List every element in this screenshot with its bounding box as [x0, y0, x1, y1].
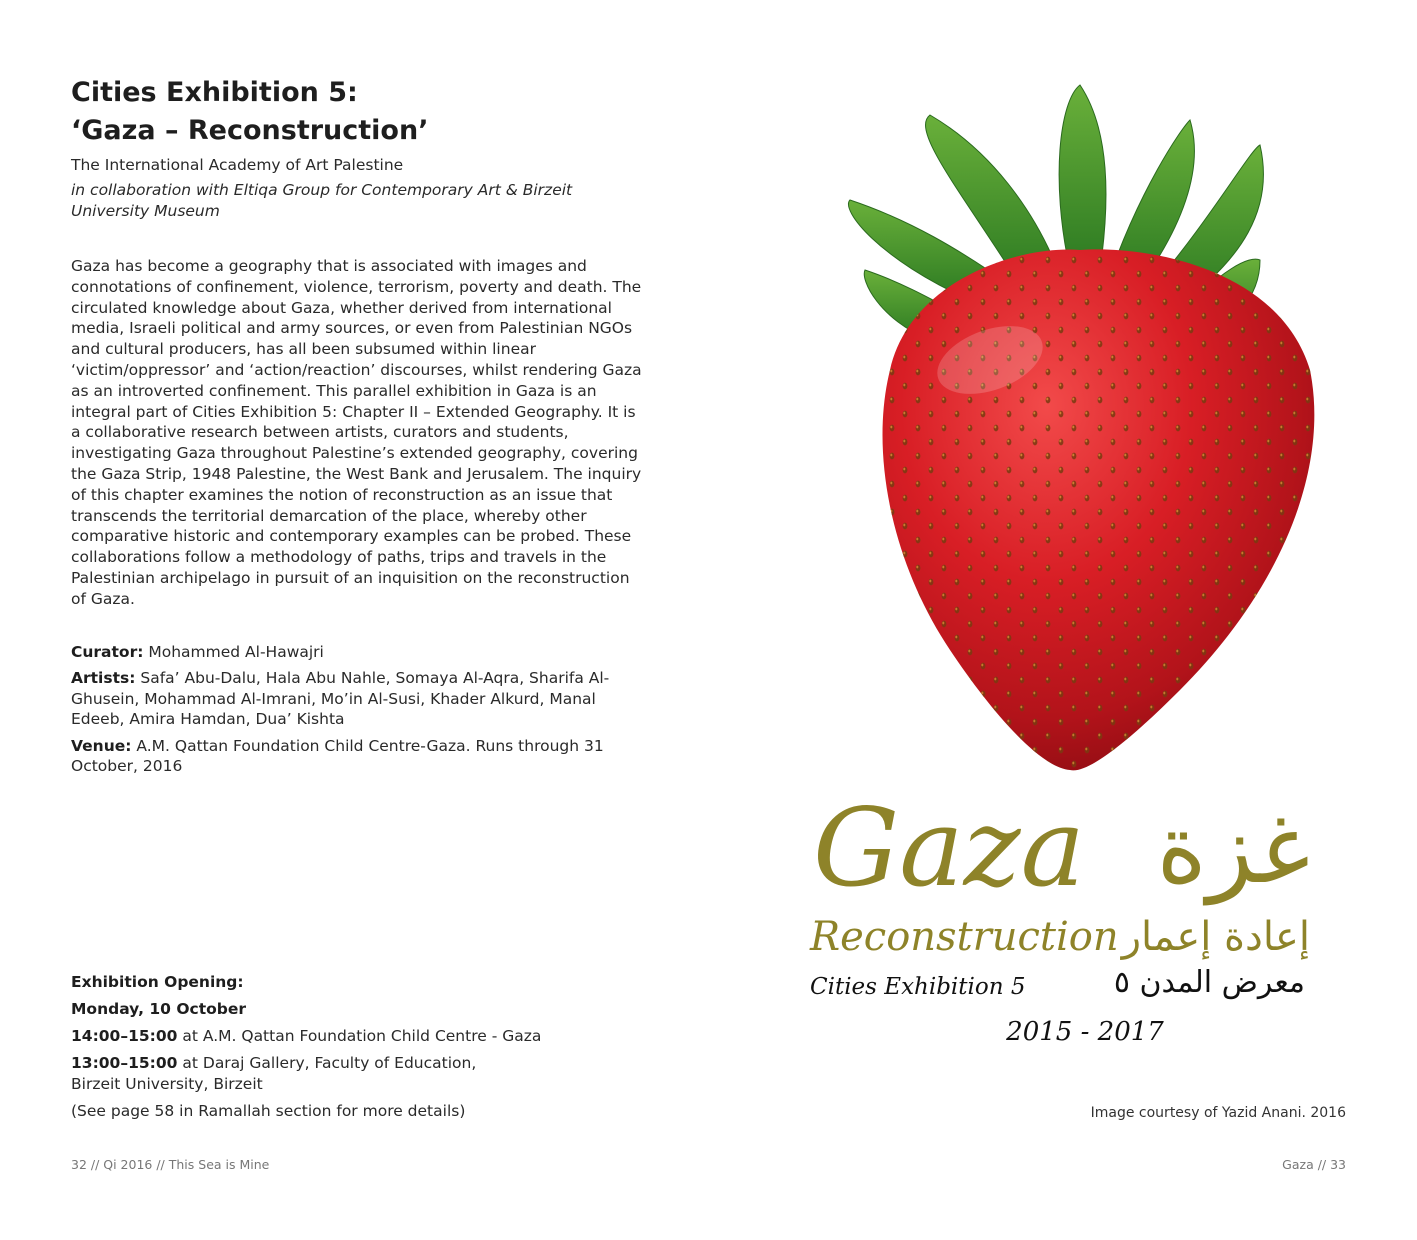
venue-text: A.M. Qattan Foundation Child Centre-Gaza. Runs through 31 October, 2016 [71, 736, 604, 776]
slot-1-time: 14:00–15:00 [71, 1027, 178, 1045]
left-page [71, 74, 646, 777]
image-caption: Image courtesy of Yazid Anani. 2016 [1090, 1105, 1346, 1121]
exhibition-logo [805, 780, 1325, 1050]
credits [71, 642, 646, 777]
logo-gaza-ar: غزة [1156, 793, 1310, 905]
opening-heading-text: Exhibition Opening: [71, 973, 244, 991]
curator-label: Curator: [71, 642, 144, 661]
collaboration-note: in collaboration with Eltiqa Group for Contemporary Art & Birzeit University Museum [71, 181, 573, 220]
logo-series-en: Cities Exhibition 5 [810, 974, 1026, 1000]
article-title [71, 74, 646, 150]
opening-note: (See page 58 in Ramallah section for more details) [71, 1102, 466, 1120]
artists-line [71, 668, 646, 730]
logo-gaza-en: Gaza [813, 786, 1085, 911]
title-line-2: ‘Gaza – Reconstruction’ [71, 115, 429, 146]
slot-2-place-line-1: at Daraj Gallery, Faculty of Education, [182, 1054, 477, 1072]
exhibition-opening [71, 972, 646, 1128]
opening-date [71, 999, 646, 1020]
opening-slot-1 [71, 1026, 646, 1047]
venue-line [71, 736, 646, 777]
opening-date-text: Monday, 10 October [71, 1000, 247, 1018]
artists-list: Safa’ Abu-Dalu, Hala Abu Nahle, Somaya Al-Aqra, Sharifa Al-Ghusein, Mohammad Al-Imrani, Mo’in Al-Susi, Khader Alkurd, Manal Edeeb, Amira Hamdan, Dua’ Kishta [71, 669, 610, 729]
title-line-1: Cities Exhibition 5: [71, 77, 358, 108]
venue-label: Venue: [71, 736, 132, 755]
slot-2-place-line-2: Birzeit University, Birzeit [71, 1075, 263, 1093]
article-body: Gaza has become a geography that is associated with images and connotations of confinement, violence, terrorism, poverty and death. The circulated knowledge about Gaza, whether derived from international media, Israeli political and army sources, or even from Palestinian NGOs and cultural producers, has all been subsumed within linear ‘victim/oppressor’ and ‘action/reaction’ discourses, whilst rendering Gaza as an introverted confinement. This parallel exhibition in Gaza is an integral part of Cities Exhibition 5: Chapter II – Extended Geography. It is a collaborative research between artists, curators and students, investigating Gaza throughout Palestine’s extended geography, covering the Gaza Strip, 1948 Palestine, the West Bank and Jerusalem. The inquiry of this chapter examines the notion of reconstruction as an issue that transcends the territorial demarcation of the place, whereby other comparative historic and contemporary examples can be probed. These collaborations follow a methodology of paths, trips and travels in the Palestinian archipelago in pursuit of an inquisition on the reconstruction of Gaza. [71, 257, 642, 608]
footer-right: Gaza // 33 [1282, 1157, 1346, 1172]
opening-slot-2 [71, 1053, 646, 1095]
curator-name: Mohammed Al-Hawajri [148, 642, 324, 661]
slot-1-place: at A.M. Qattan Foundation Child Centre - Gaza [182, 1027, 542, 1045]
strawberry-image [820, 70, 1340, 780]
logo-reconstruction-en: Reconstruction [810, 914, 1119, 960]
artists-label: Artists: [71, 669, 136, 688]
logo-years: 2015 - 2017 [1006, 1017, 1164, 1047]
curator-line [71, 642, 646, 663]
logo-series-ar: معرض المدن ٥ [1113, 965, 1305, 1000]
footer-left: 32 // Qi 2016 // This Sea is Mine [71, 1157, 270, 1172]
opening-heading [71, 972, 646, 993]
organizer: The International Academy of Art Palestine [71, 156, 404, 174]
slot-2-time: 13:00–15:00 [71, 1054, 178, 1072]
logo-reconstruction-ar: إعادة إعمار [1121, 914, 1310, 960]
